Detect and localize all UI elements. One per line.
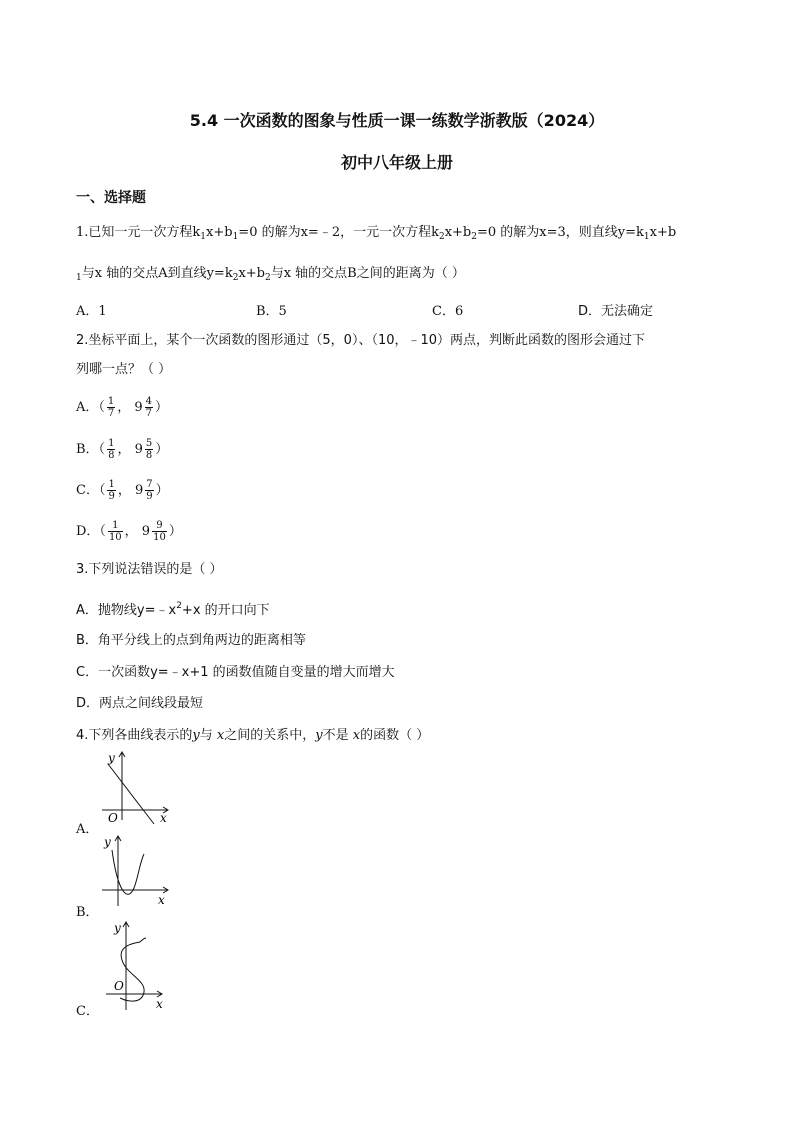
question-1-line-2: $_1$与x 轴的交点A到直线$y=k_2x+b_2$与x 轴的交点B之间的距离为（ ）: [76, 266, 465, 283]
origin-label: O: [108, 811, 118, 825]
question-1-option-b: B．5: [256, 304, 287, 319]
question-3-option-a: A．抛物线$y=﹣x^2+x$ 的开口向下: [76, 601, 270, 618]
axis-x-label: x: [156, 997, 163, 1010]
question-2-line-2: 列哪一点？（ ）: [76, 362, 172, 377]
axis-y-label: y: [108, 751, 115, 765]
question-3-option-b: B．角平分线上的点到角两边的距离相等: [76, 633, 306, 648]
question-1-option-c: C．6: [432, 304, 464, 319]
question-4-option-a: A．: [76, 822, 99, 837]
question-2-option-c: C．（ $\frac{1}{9}$ ， 9 $\frac{7}{9}$ ）: [76, 479, 169, 502]
question-4-graph-c: [100, 918, 180, 1010]
question-1-line-1: 1.已知一元一次方程$k_1x+b_1=0$ 的解为x=﹣2，一元一次方程$k_2x+b_2=0$ 的解为x=3，则直线$y=k_1x+b$: [76, 225, 677, 242]
page-title: 5.4 一次函数的图象与性质一课一练数学浙教版（2024）: [189, 111, 605, 130]
question-3-stem: 3.下列说法错误的是（ ）: [76, 562, 223, 577]
axis-y-label: y: [104, 835, 111, 849]
question-2-option-b: B．（ $\frac{1}{8}$ ， 9 $\frac{5}{8}$ ）: [76, 438, 169, 461]
question-2-option-d: D．（ $\frac{1}{10}$ ， 9 $\frac{9}{10}$ ）: [76, 520, 182, 543]
page-subtitle: 初中八年级上册: [340, 153, 453, 172]
question-3-option-d: D．两点之间线段最短: [76, 696, 204, 711]
question-3-option-c: C．一次函数y=﹣x+1 的函数值随自变量的增大而增大: [76, 665, 395, 680]
question-1-option-d: D．无法确定: [578, 304, 654, 319]
question-4-option-b: B．: [76, 905, 99, 920]
question-4-graph-a: [96, 748, 186, 828]
question-4-stem: 4.下列各曲线表示的y与 x之间的关系中，y不是 x的函数（ ）: [76, 728, 430, 743]
section-heading: 一、选择题: [76, 190, 146, 206]
question-2-line-1: 2.坐标平面上，某个一次函数的图形通过（5，0）、（10，﹣10）两点，判断此函数的图形会通过下: [76, 333, 646, 348]
axis-x-label: x: [160, 811, 167, 825]
question-1-option-a: A．1: [76, 304, 107, 319]
axis-x-label: x: [158, 893, 165, 907]
question-2-option-a: A．（ $\frac{1}{7}$ ， 9 $\frac{4}{7}$ ）: [76, 396, 169, 419]
question-4-option-c: C．: [76, 1004, 99, 1019]
axis-y-label: y: [114, 921, 121, 935]
question-4-graph-b: [96, 832, 186, 912]
origin-label: O: [114, 979, 124, 993]
